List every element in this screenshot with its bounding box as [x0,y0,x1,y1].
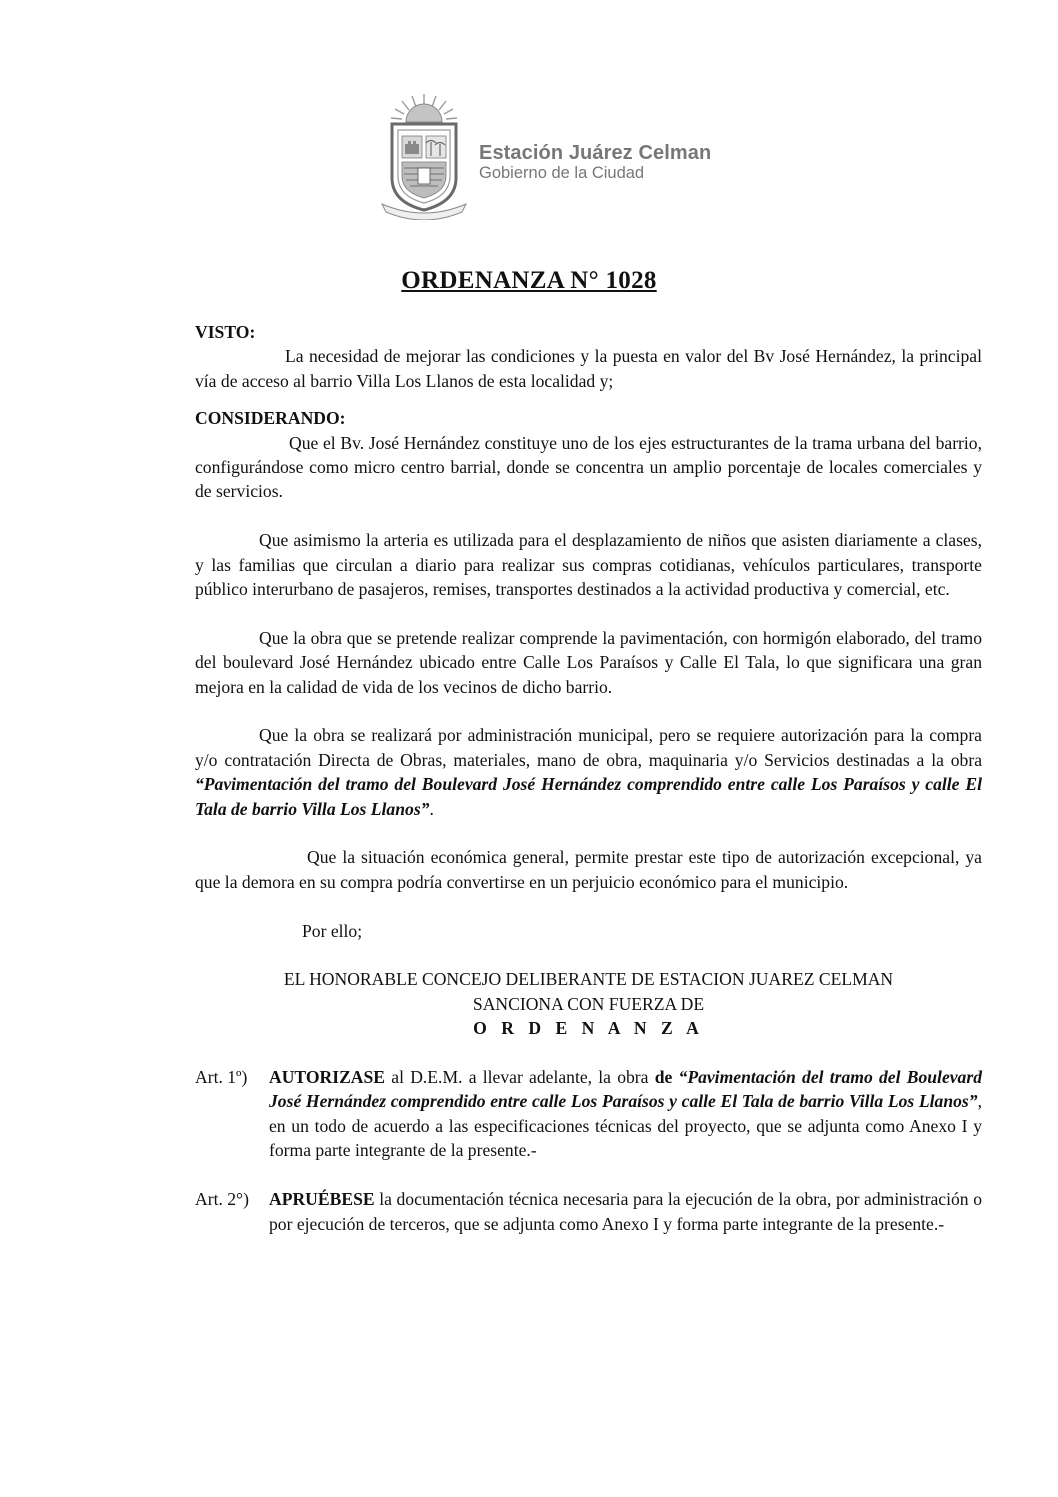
considerando-paragraph-5: Que la situación económica general, permite prestar este tipo de autorización excepcional, ya que la demora en su compra podría convertirse en un perjuicio económico para el municipio. [195,847,982,892]
article-1-number: Art. 1º) [195,1067,248,1088]
organization-name-block [479,142,711,183]
article-2 [195,1187,982,1236]
article-1-text-b: , en un todo de acuerdo a las especificaciones técnicas del proyecto, que se adjunta como Anexo I y forma parte integrante de la presente.- [269,1091,982,1161]
considerando-paragraph-1: Que el Bv. José Hernández constituye uno de los ejes estructurantes de la trama urbana del barrio, configurándose como micro centro barrial, donde se concentra un amplio porcentaje de locales comerciales y de servicios. [195,432,982,502]
city-crest-logo [378,92,470,220]
document-body [195,320,982,1236]
considerando-paragraph-3: Que la obra que se pretende realizar comprende la pavimentación, con hormigón elaborado, del tramo del boulevard José Hernández ubicado entre Calle Los Paraísos y Calle El Tala, lo que significara una gran mejora en la calidad de vida de los vecinos de dicho barrio. [195,627,982,697]
considerando-heading: CONSIDERANDO: [195,408,346,429]
project-name-emphasis: “Pavimentación del tramo del Boulevard José Hernández comprendido entre calle Los Paraísos y calle El Tala de barrio Villa Los Llanos” [195,774,982,819]
sanciona-line-2: SANCIONA CON FUERZA DE [472,993,705,1014]
letterhead [378,92,758,222]
paragraph-4-text: Que la obra se realizará por administración municipal, pero se requiere autorización para la compra y/o contratación Directa de Obras, materiales, mano de obra, maquinaria y/o Servicios destinadas a la obra [195,725,982,770]
article-2-number: Art. 2°) [195,1189,249,1210]
paragraph-4-end: . [429,798,434,819]
article-2-keyword: APRUÉBESE [269,1189,375,1210]
article-1-project-name: “Pavimentación del tramo del Boulevard José Hernández comprendido entre calle Los Paraísos y calle El Tala de barrio Villa Los Llanos” [269,1067,983,1112]
sanciona-line-3: O R D E N A N Z A [473,1018,704,1039]
article-2-text-a: la documentación técnica necesaria para la ejecución de la obra, por administración o por ejecución de terceros, que se adjunta como Anexo I y forma parte integrante de la presente.- [269,1189,982,1234]
organization-subtitle: Gobierno de la Ciudad [479,164,645,182]
article-1-keyword: AUTORIZASE [269,1067,386,1088]
considerando-paragraph-4 [195,723,982,821]
article-2-text [269,1187,982,1236]
article-1-text [269,1065,982,1163]
article-1-text-a: al D.E.M. a llevar adelante, la obra [385,1067,655,1088]
article-1-bold-de: de [654,1067,679,1088]
por-ello: Por ello; [302,920,363,941]
organization-name: Estación Juárez Celman [479,142,712,164]
ordinance-title: ORDENANZA N° 1028 [401,267,657,294]
article-1 [195,1065,982,1163]
visto-paragraph: La necesidad de mejorar las condiciones y la puesta en valor del Bv José Hernández, la principal vía de acceso al barrio Villa Los Llanos de esta localidad y; [195,346,982,391]
visto-heading: VISTO: [195,322,256,342]
considerando-paragraph-2: Que asimismo la arteria es utilizada para el desplazamiento de niños que asisten diariamente a clases, y las familias que circulan a diario para realizar sus compras cotidianas, vehículos particulares, transporte público interurbano de pasajeros, remises, transportes destinados a la actividad productiva y comercial, etc. [195,530,982,600]
sanciona-line-1: EL HONORABLE CONCEJO DELIBERANTE DE ESTACION JUAREZ CELMAN [283,969,894,990]
